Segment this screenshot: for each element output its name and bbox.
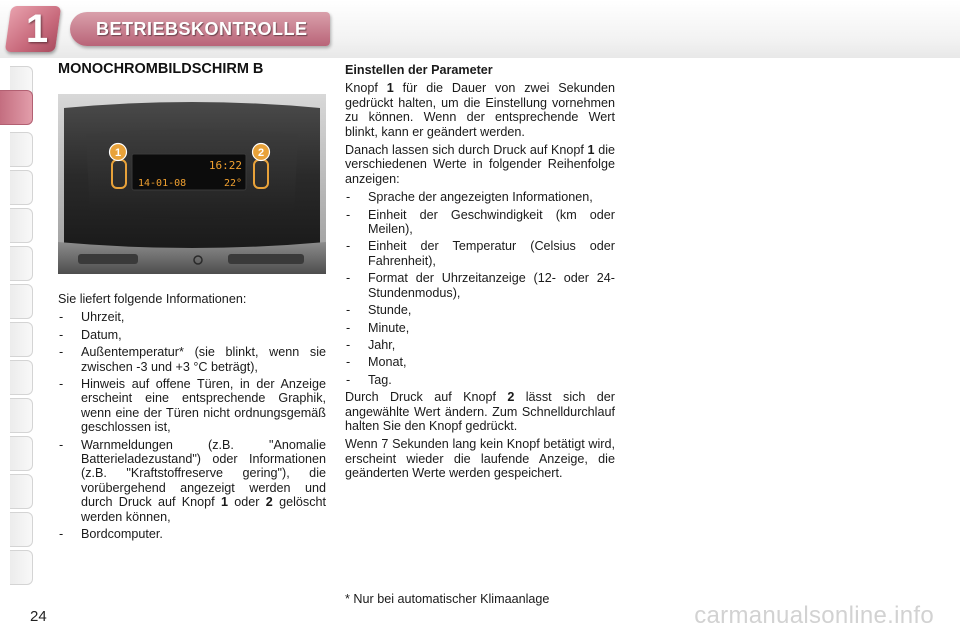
side-tab-10[interactable] [10,436,33,471]
list-item: - Stunde, [345,303,615,317]
chapter-title: BETRIEBSKONTROLLE [96,19,308,39]
list-item: - Einheit der Geschwindigkeit (km oder Meilen), [345,208,615,237]
button-reference-1: 1 [220,495,228,510]
lcd-temperature: 22° [223,178,242,189]
info-list [58,310,326,541]
warning-text-after: gelöscht werden können, [81,495,326,524]
vent-left [78,254,138,264]
section-heading: MONOCHROMBILDSCHIRM B [58,61,264,77]
list-item: - Monat, [345,355,615,369]
list-item: - Bordcomputer. [58,527,326,541]
side-tab-8[interactable] [10,360,33,395]
list-item: - Hinweis auf offene Türen, in der Anzeige erscheint eine entsprechende Graphik, wenn eine der Türen nicht ordnungsgemäß geschlossen ist, [58,377,326,435]
text-span: Durch Druck auf Knopf [345,390,508,405]
page-number: 24 [30,608,47,625]
list-item: - Sprache der angezeigten Informationen, [345,190,615,204]
button-reference: 2 [507,390,515,405]
callout-1-label: 1 [114,147,122,159]
list-item: - Einheit der Temperatur (Celsius oder Fahrenheit), [345,239,615,268]
side-tab-3[interactable] [10,170,33,205]
side-tab-6[interactable] [10,284,33,319]
text-span: die verschiedenen Werte in folgender Reihenfolge anzeigen: [345,143,615,186]
list-item: - Datum, [58,328,326,342]
side-tab-9[interactable] [10,398,33,433]
button-reference: 1 [386,81,394,96]
side-tab-7[interactable] [10,322,33,357]
side-tab-active[interactable] [0,90,33,125]
side-tab-4[interactable] [10,208,33,243]
text-span: Knopf [345,81,387,96]
side-tab-5[interactable] [10,246,33,281]
vent-right [228,254,304,264]
display-photo [58,94,326,274]
button-reference: 1 [587,143,595,158]
settings-paragraph-1 [345,81,615,139]
lcd-date: 14-01-08 [138,178,187,189]
settings-paragraph-2 [345,143,615,186]
right-text [345,63,615,485]
settings-heading: Einstellen der Parameter [345,63,493,77]
callout-2-label: 2 [257,147,265,159]
list-item: - Minute, [345,321,615,335]
chapter-number: 1 [25,7,49,51]
watermark: carmanualsonline.info [694,602,934,629]
display-illustration [58,94,326,274]
side-tab-strip [0,60,36,580]
warning-text-before: Warnmeldungen (z.B. "Anomalie Batterieladezustand") oder Informationen (z.B. "Kraftstoffreserve gering"), die vorübergehend angezeigt werden und durch Druck auf Knopf [81,437,326,510]
text-span: für die Dauer von zwei Sekunden gedrückt halten, um die Einstellung vornehmen zu können. Wenn der entsprechende Wert blinkt, kann er geändert werden. [345,81,615,139]
text-span: Danach lassen sich durch Druck auf Knopf [345,143,588,158]
list-item: - Jahr, [345,338,615,352]
side-tab-12[interactable] [10,512,33,547]
intro-text: Sie liefert folgende Informationen: [58,292,247,306]
settings-list [345,190,615,387]
side-tab-13[interactable] [10,550,33,585]
list-item [58,438,326,524]
text-span: lässt sich der angewählte Wert ändern. Zum Schnelldurchlauf halten Sie den Knopf gedrückt. [345,390,615,433]
lcd-time: 16:22 [208,159,242,172]
footnote: * Nur bei automatischer Klimaanlage [345,592,550,606]
warning-text-middle: oder [227,495,266,510]
left-text [58,292,326,545]
list-item: - Uhrzeit, [58,310,326,324]
list-item: - Format der Uhrzeitanzeige (12- oder 24-Stundenmodus), [345,271,615,300]
list-item: - Außentemperatur* (sie blinkt, wenn sie zwischen -3 und +3 °C beträgt), [58,345,326,374]
settings-paragraph-3 [345,390,615,433]
list-item: - Tag. [345,373,615,387]
side-tab-11[interactable] [10,474,33,509]
button-reference-2: 2 [265,495,273,510]
side-tab-2[interactable] [10,132,33,167]
settings-paragraph-4: Wenn 7 Sekunden lang kein Knopf betätigt wird, erscheint wieder die laufende Anzeige, die geänderten Werte werden gespeichert. [345,437,615,481]
